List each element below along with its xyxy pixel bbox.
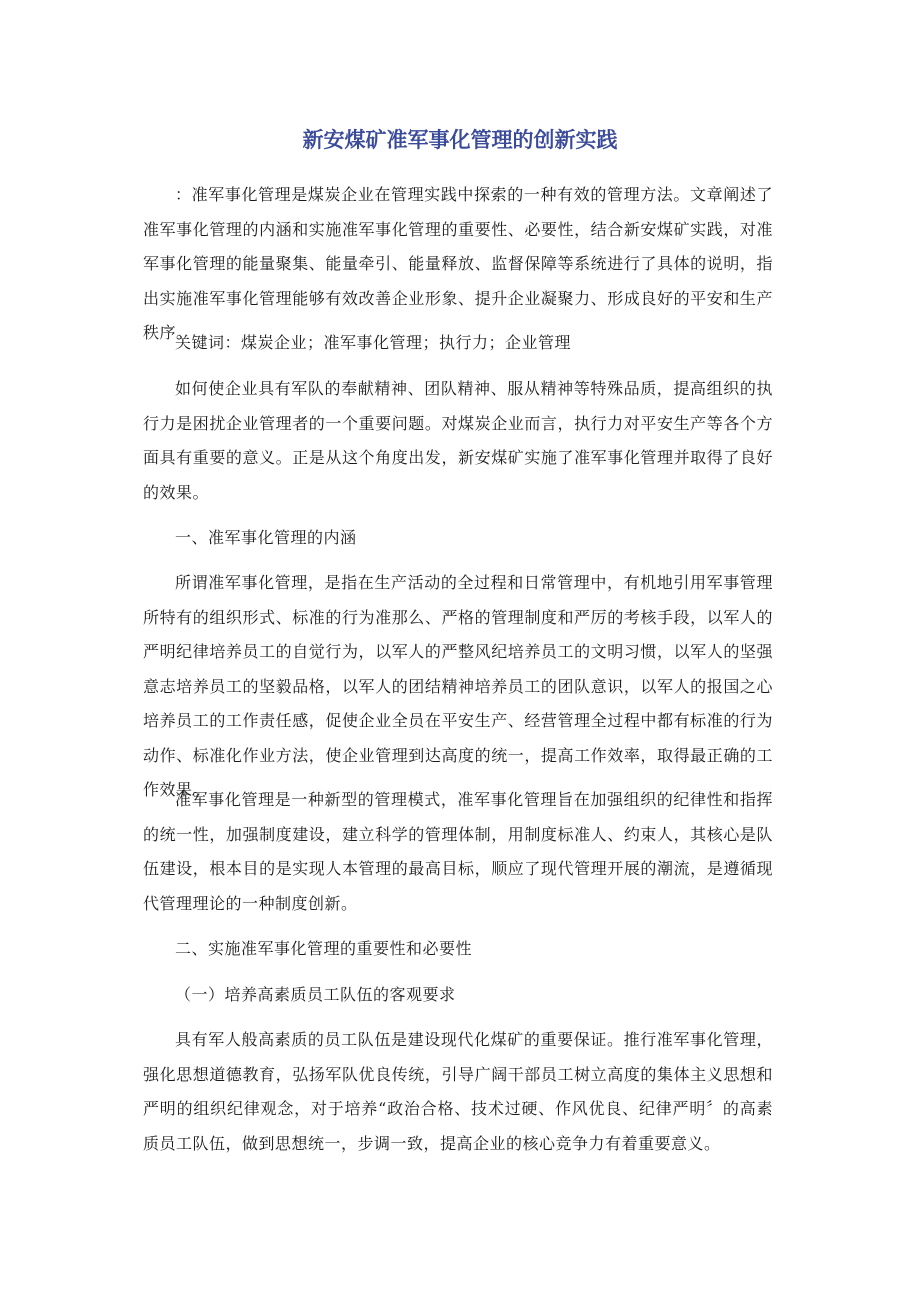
section-heading-1: 一、准军事化管理的内涵 — [175, 528, 357, 547]
abstract-paragraph: ：准军事化管理是煤炭企业在管理实践中探索的一种有效的管理方法。文章阐述了准军事化管理的内涵和实施准军事化管理的重要性、必要性，结合新安煤矿实践，对准军事化管理的能量聚集、能量牵引、能量释放、监督保障等系统进行了具体的说明，指出实施准军事化管理能够有效改善企业形象、提升企业凝聚力、形成良好的平安和生产秩序。 — [143, 185, 773, 342]
body-paragraph-2: 准军事化管理是一种新型的管理模式，准军事化管理旨在加强组织的纪律性和指挥的统一性，加强制度建设，建立科学的管理体制，用制度标准人、约束人，其核心是队伍建设，根本目的是实现人本管理的最高目标，顺应了现代管理开展的潮流，是遵循现代管理理论的一种制度创新。 — [143, 790, 773, 913]
body-paragraph-3: 具有军人般高素质的员工队伍是建设现代化煤矿的重要保证。推行准军事化管理，强化思想道德教育，弘扬军队优良传统，引导广阔干部员工树立高度的集体主义思想和严明的组织纪律观念，对于培养“政治合格、技术过硬、作风优良、纪律严明〞的高素质员工队伍，做到思想统一，步调一致，提高企业的核心竞争力有着重要意义。 — [143, 1030, 773, 1153]
document-title: 新安煤矿准军事化管理的创新实践 — [302, 128, 618, 152]
body-paragraph-1: 所谓准军事化管理，是指在生产活动的全过程和日常管理中，有机地引用军事管理所特有的组织形式、标准的行为准那么、严格的管理制度和严厉的考核手段，以军人的严明纪律培养员工的自觉行为，以军人的严整风纪培养员工的文明习惯，以军人的坚强意志培养员工的坚毅品格，以军人的团结精神培养员工的团队意识，以军人的报国之心培养员工的工作责任感，促使企业全员在平安生产、经营管理全过程中都有标准的行为动作、标准化作业方法，使企业管理到达高度的统一，提高工作效率，取得最正确的工作效果。 — [143, 573, 773, 799]
subsection-heading-2-1: （一）培养高素质员工队伍的客观要求 — [175, 985, 456, 1004]
section-heading-2: 二、实施准军事化管理的重要性和必要性 — [175, 939, 473, 958]
keywords-paragraph: 关键词：煤炭企业；准军事化管理；执行力；企业管理 — [175, 333, 572, 352]
intro-paragraph: 如何使企业具有军队的奉献精神、团队精神、服从精神等特殊品质，提高组织的执行力是困扰企业管理者的一个重要问题。对煤炭企业而言，执行力对平安生产等各个方面具有重要的意义。正是从这个角度出发，新安煤矿实施了准军事化管理并取得了良好的效果。 — [143, 379, 773, 502]
